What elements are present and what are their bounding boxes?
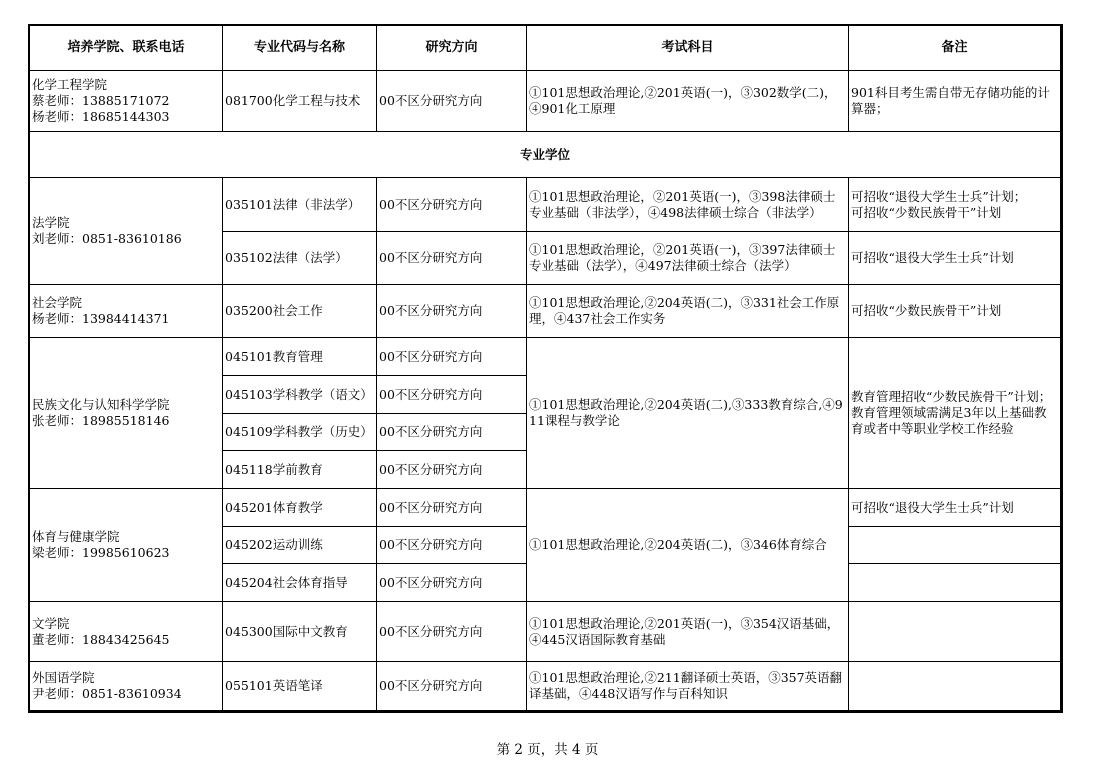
college-name: 外国语学院	[32, 670, 95, 685]
note-cell	[849, 178, 1061, 232]
major-cell: 035102法律（法学）	[223, 232, 377, 285]
note-line: 教育管理领域需满足3年以上基础教育或者中等职业学校工作经验	[851, 405, 1047, 436]
direction-cell: 00不区分研究方向	[377, 285, 527, 338]
contact-phone: 刘老师：0851-83610186	[32, 231, 182, 246]
note-line: 教育管理招收“少数民族骨干”计划；	[851, 389, 1052, 404]
major-cell: 055101英语笔译	[223, 662, 377, 711]
header-note: 备注	[849, 26, 1061, 71]
note-cell	[849, 338, 1061, 489]
college-name: 法学院	[32, 215, 70, 230]
subjects-cell: ①101思想政治理论，②201英语(一)，③398法律硕士专业基础（非法学），④498法律硕士综合（非法学）	[527, 178, 849, 232]
contact-phone: 张老师：18985518146	[32, 413, 170, 428]
major-cell: 045103学科教学（语文）	[223, 376, 377, 414]
college-cell	[30, 662, 223, 711]
contact-phone: 董老师：18843425645	[32, 631, 170, 647]
admissions-table	[29, 25, 1061, 711]
college-name: 体育与健康学院	[32, 529, 120, 544]
subjects-cell: ①101思想政治理论，②201英语(一)，③397法律硕士专业基础（法学），④497法律硕士综合（法学）	[527, 232, 849, 285]
note-cell: 901科目考生需自带无存储功能的计算器；	[849, 71, 1061, 132]
major-cell: 045118学前教育	[223, 451, 377, 489]
direction-cell: 00不区分研究方向	[377, 338, 527, 376]
table-row	[30, 338, 1061, 376]
college-name: 化学工程学院	[32, 77, 108, 92]
major-cell: 035200社会工作	[223, 285, 377, 338]
section-title: 专业学位	[30, 132, 1061, 178]
major-cell: 045201体育教学	[223, 489, 377, 527]
direction-cell: 00不区分研究方向	[377, 376, 527, 414]
header-direction: 研究方向	[377, 26, 527, 71]
major-cell: 081700化学工程与技术	[223, 71, 377, 132]
page-number: 第 2 页，共 4 页	[496, 742, 599, 758]
contact-phone: 杨老师：18685144303	[32, 109, 170, 124]
direction-cell: 00不区分研究方向	[377, 414, 527, 451]
direction-cell: 00不区分研究方向	[377, 662, 527, 711]
subjects-cell: ①101思想政治理论,②211翻译硕士英语，③357英语翻译基础，④448汉语写作与百科知识	[527, 662, 849, 711]
header-row	[30, 26, 1061, 71]
college-cell	[30, 489, 223, 602]
header-major: 专业代码与名称	[223, 26, 377, 71]
college-cell	[30, 71, 223, 132]
contact-phone: 梁老师：19985610623	[32, 545, 170, 560]
college-cell	[30, 178, 223, 285]
subjects-cell: ①101思想政治理论,②204英语(二)，③346体育综合	[527, 489, 849, 602]
college-name: 民族文化与认知科学学院	[32, 397, 170, 412]
college-name: 文学院	[32, 615, 70, 631]
direction-cell: 00不区分研究方向	[377, 232, 527, 285]
direction-cell: 00不区分研究方向	[377, 489, 527, 527]
header-college: 培养学院、联系电话	[30, 26, 223, 71]
header-subjects: 考试科目	[527, 26, 849, 71]
major-cell: 045202运动训练	[223, 527, 377, 564]
note-cell	[849, 602, 1061, 662]
contact-phone: 蔡老师：13885171072	[32, 93, 170, 108]
section-row	[30, 132, 1061, 178]
note-cell: 可招收“少数民族骨干”计划	[849, 285, 1061, 338]
table-row	[30, 602, 1061, 662]
contact-phone: 尹老师：0851-83610934	[32, 686, 182, 701]
table-row	[30, 71, 1061, 132]
table-row	[30, 489, 1061, 527]
college-name: 社会学院	[32, 295, 83, 310]
note-cell: 可招收“退役大学生士兵”计划	[849, 232, 1061, 285]
college-cell	[30, 602, 223, 662]
note-cell: 可招收“退役大学生士兵”计划	[849, 489, 1061, 527]
note-cell	[849, 662, 1061, 711]
major-cell: 035101法律（非法学）	[223, 178, 377, 232]
note-cell	[849, 564, 1061, 602]
major-cell: 045101教育管理	[223, 338, 377, 376]
note-line: 可招收“少数民族骨干”计划	[851, 204, 1002, 220]
table-row	[30, 662, 1061, 711]
direction-cell: 00不区分研究方向	[377, 71, 527, 132]
subjects-cell: ①101思想政治理论,②201英语(一)，③302数学(二)，④901化工原理	[527, 71, 849, 132]
subjects-cell: ①101思想政治理论,②201英语(一)，③354汉语基础，④445汉语国际教育基础	[527, 602, 849, 662]
table-row	[30, 178, 1061, 232]
note-line: 可招收“退役大学生士兵”计划；	[851, 188, 1027, 204]
direction-cell: 00不区分研究方向	[377, 527, 527, 564]
direction-cell: 00不区分研究方向	[377, 602, 527, 662]
table-row	[30, 285, 1061, 338]
note-cell	[849, 527, 1061, 564]
major-cell: 045300国际中文教育	[223, 602, 377, 662]
subjects-cell: ①101思想政治理论,②204英语(二)，③331社会工作原理，④437社会工作实务	[527, 285, 849, 338]
college-cell	[30, 285, 223, 338]
major-cell: 045109学科教学（历史）	[223, 414, 377, 451]
subjects-cell: ①101思想政治理论,②204英语(二),③333教育综合,④911课程与教学论	[527, 338, 849, 489]
contact-phone: 杨老师：13984414371	[32, 311, 170, 326]
major-cell: 045204社会体育指导	[223, 564, 377, 602]
direction-cell: 00不区分研究方向	[377, 451, 527, 489]
college-cell	[30, 338, 223, 489]
direction-cell: 00不区分研究方向	[377, 178, 527, 232]
direction-cell: 00不区分研究方向	[377, 564, 527, 602]
